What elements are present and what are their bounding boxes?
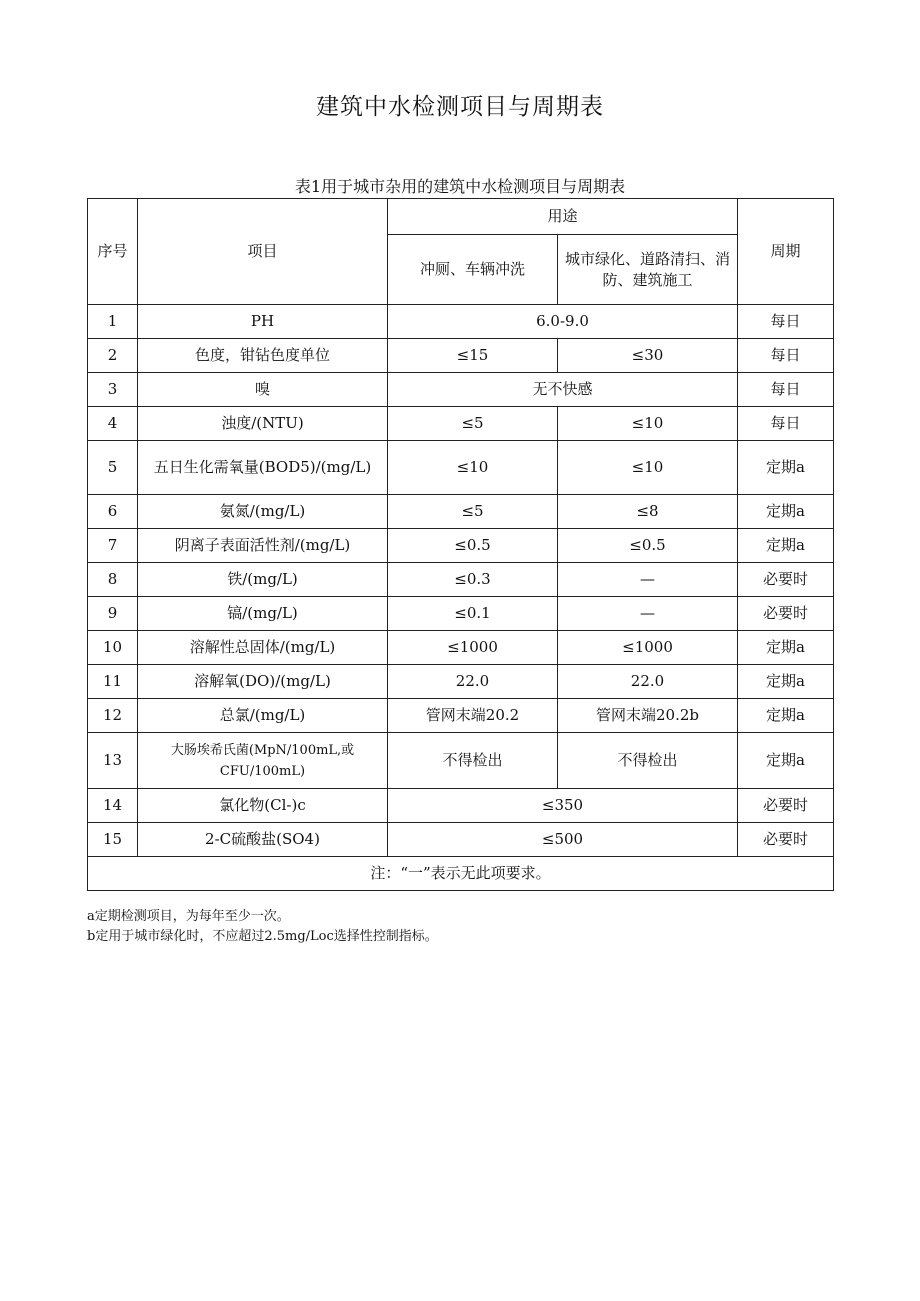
header-use-a: 冲厕、车辆冲洗 (388, 235, 558, 305)
row-no: 2 (88, 339, 138, 373)
row-limit: 无不快感 (388, 373, 738, 407)
table-row (88, 789, 834, 823)
row-no: 5 (88, 441, 138, 495)
row-period: 定期a (738, 495, 834, 529)
row-period: 必要时 (738, 823, 834, 857)
row-limit-a: ≤15 (388, 339, 558, 373)
row-period: 每日 (738, 373, 834, 407)
row-limit-a: ≤10 (388, 441, 558, 495)
row-no: 8 (88, 563, 138, 597)
row-period: 必要时 (738, 789, 834, 823)
row-limit-b: ≤30 (558, 339, 738, 373)
row-no: 14 (88, 789, 138, 823)
row-period: 每日 (738, 339, 834, 373)
row-no: 15 (88, 823, 138, 857)
table-note: 注：“一”表示无此项要求。 (88, 857, 834, 891)
row-limit-b: ≤10 (558, 407, 738, 441)
table-row (88, 339, 834, 373)
row-item: 铁/(mg/L) (138, 563, 388, 597)
row-period: 定期a (738, 529, 834, 563)
row-item: 2-C硫酸盐(SO4) (138, 823, 388, 857)
row-item: PH (138, 305, 388, 339)
header-use: 用途 (388, 199, 738, 235)
header-no: 序号 (88, 199, 138, 305)
table-row (88, 563, 834, 597)
row-no: 9 (88, 597, 138, 631)
row-period: 定期a (738, 441, 834, 495)
row-limit-a: 不得检出 (388, 733, 558, 789)
row-period: 定期a (738, 631, 834, 665)
row-limit: ≤350 (388, 789, 738, 823)
row-limit-a: 管网末端20.2 (388, 699, 558, 733)
row-limit-a: ≤0.1 (388, 597, 558, 631)
page-title: 建筑中水检测项目与周期表 (316, 94, 604, 120)
row-item: 氨氮/(mg/L) (138, 495, 388, 529)
footnote: a定期检测项目，为每年至少一次。 (87, 909, 290, 924)
row-limit: 6.0-9.0 (388, 305, 738, 339)
header-item: 项目 (138, 199, 388, 305)
table-row (88, 529, 834, 563)
row-limit-b: 不得检出 (558, 733, 738, 789)
row-no: 12 (88, 699, 138, 733)
row-limit-b: ≤8 (558, 495, 738, 529)
row-item: 嗅 (138, 373, 388, 407)
row-limit-a: ≤5 (388, 407, 558, 441)
table-row (88, 597, 834, 631)
row-no: 11 (88, 665, 138, 699)
table-row (88, 441, 834, 495)
table-row (88, 495, 834, 529)
row-no: 7 (88, 529, 138, 563)
row-item: 溶解氧(DO)/(mg/L) (138, 665, 388, 699)
row-limit-b: — (558, 597, 738, 631)
row-limit-a: ≤1000 (388, 631, 558, 665)
row-no: 4 (88, 407, 138, 441)
row-no: 1 (88, 305, 138, 339)
row-item: 镐/(mg/L) (138, 597, 388, 631)
row-period: 每日 (738, 407, 834, 441)
row-no: 10 (88, 631, 138, 665)
footnotes (87, 907, 438, 947)
footnote: b定用于城市绿化时，不应超过2.5mg/Loc选择性控制指标。 (87, 929, 438, 944)
row-limit-a: ≤5 (388, 495, 558, 529)
table-row (88, 665, 834, 699)
row-limit-b: 22.0 (558, 665, 738, 699)
row-limit-b: ≤10 (558, 441, 738, 495)
row-limit: ≤500 (388, 823, 738, 857)
row-period: 定期a (738, 699, 834, 733)
header-use-b: 城市绿化、道路清扫、消防、建筑施工 (558, 235, 738, 305)
row-period: 每日 (738, 305, 834, 339)
row-period: 必要时 (738, 597, 834, 631)
table-row (88, 699, 834, 733)
table-row (88, 733, 834, 789)
row-limit-a: ≤0.3 (388, 563, 558, 597)
row-item: 总氯/(mg/L) (138, 699, 388, 733)
row-item: 五日生化需氧量(BOD5)/(mg/L) (138, 441, 388, 495)
row-period: 定期a (738, 665, 834, 699)
row-item: 色度，钳钻色度单位 (138, 339, 388, 373)
row-limit-b: — (558, 563, 738, 597)
row-limit-a: 22.0 (388, 665, 558, 699)
table-caption: 表1用于城市杂用的建筑中水检测项目与周期表 (294, 177, 626, 196)
row-item: 大肠埃希氏菌(MpN/100mL,或CFU/100mL) (138, 733, 388, 789)
row-no: 13 (88, 733, 138, 789)
table-row (88, 823, 834, 857)
inspection-table (87, 198, 834, 891)
row-limit-b: ≤1000 (558, 631, 738, 665)
row-limit-b: ≤0.5 (558, 529, 738, 563)
row-item: 浊度/(NTU) (138, 407, 388, 441)
row-no: 3 (88, 373, 138, 407)
header-period: 周期 (738, 199, 834, 305)
row-no: 6 (88, 495, 138, 529)
row-item: 溶解性总固体/(mg/L) (138, 631, 388, 665)
table-row (88, 407, 834, 441)
row-period: 定期a (738, 733, 834, 789)
row-limit-b: 管网末端20.2b (558, 699, 738, 733)
row-period: 必要时 (738, 563, 834, 597)
row-item: 阴离子表面活性剂/(mg/L) (138, 529, 388, 563)
row-limit-a: ≤0.5 (388, 529, 558, 563)
table-row (88, 631, 834, 665)
table-row (88, 373, 834, 407)
row-item: 氯化物(Cl-)c (138, 789, 388, 823)
table-row (88, 305, 834, 339)
